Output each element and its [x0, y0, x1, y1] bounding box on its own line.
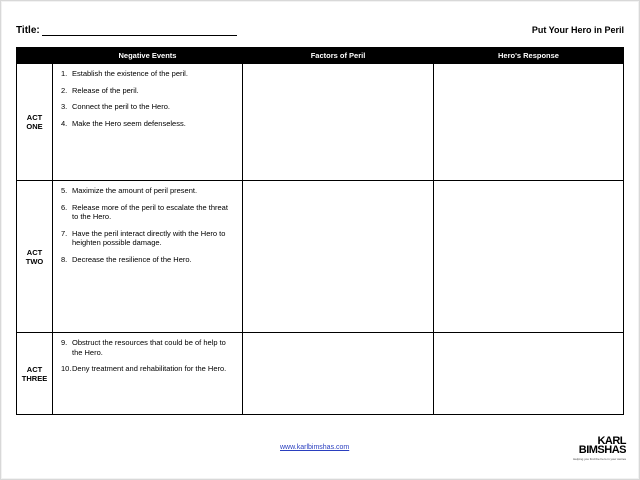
act-label-cell	[17, 333, 53, 415]
act-label-line2: THREE	[21, 373, 48, 383]
event-number: 9.	[61, 338, 68, 347]
event-number: 5.	[61, 186, 68, 195]
event-text: Connect the peril to the Hero.	[72, 102, 170, 111]
act-label-line2: ONE	[26, 122, 43, 131]
list-item	[61, 338, 232, 357]
column-header-factors-of-peril: Factors of Peril	[243, 48, 434, 64]
list-item	[61, 203, 232, 222]
event-number: 6.	[61, 202, 68, 212]
peril-worksheet-table	[16, 47, 624, 415]
table-row-act-three	[17, 333, 624, 415]
document-title: Put Your Hero in Peril	[531, 25, 624, 35]
factors-of-peril-cell[interactable]	[243, 181, 434, 333]
list-item	[61, 119, 232, 129]
website-link[interactable]: www.karlbimshas.com	[280, 444, 350, 451]
negative-events-cell	[53, 181, 243, 333]
event-number: 10.	[61, 364, 72, 373]
list-item	[61, 69, 232, 79]
heros-response-cell[interactable]	[434, 333, 624, 415]
title-label: Title:	[16, 25, 40, 36]
list-item	[61, 86, 232, 96]
heros-response-cell[interactable]	[434, 181, 624, 333]
event-text: Establish the existence of the peril.	[72, 69, 188, 78]
karl-bimshas-logo	[570, 436, 626, 466]
logo-line1: KARL	[597, 435, 626, 447]
list-item	[61, 102, 232, 112]
logo-line2: BIMSHAS	[578, 444, 626, 456]
factors-of-peril-cell[interactable]	[243, 333, 434, 415]
event-text: Make the Hero seem defenseless.	[72, 118, 186, 128]
event-text: Release of the peril.	[72, 85, 139, 95]
event-text: Decrease the resilience of the Hero.	[72, 254, 192, 264]
negative-events-cell	[53, 64, 243, 181]
event-number: 4.	[61, 118, 68, 128]
event-text: Release more of the peril to escalate the threat to the Hero.	[72, 202, 228, 221]
act-label-line1: ACT	[26, 247, 43, 257]
list-item	[61, 255, 232, 265]
event-text: Obstruct the resources that could be of help to the Hero.	[72, 338, 226, 357]
act-label-line1: ACT	[26, 113, 43, 122]
event-number: 1.	[61, 69, 68, 78]
act-label-cell	[17, 181, 53, 333]
act-label-cell	[17, 64, 53, 181]
list-item	[61, 186, 232, 196]
factors-of-peril-cell[interactable]	[243, 64, 434, 181]
logo-tagline: Helping you find the hero in your stories	[573, 457, 626, 461]
event-number: 2.	[61, 85, 68, 95]
list-item	[61, 229, 232, 248]
table-row-act-one	[17, 64, 624, 181]
heros-response-cell[interactable]	[434, 64, 624, 181]
event-text: Deny treatment and rehabilitation for the Hero.	[72, 364, 227, 373]
act-label-line2: TWO	[25, 256, 44, 266]
table-row-act-two	[17, 181, 624, 333]
act-label-line1: ACT	[26, 364, 43, 374]
column-header-heros-response: Hero's Response	[434, 48, 624, 64]
table-header-row	[17, 48, 624, 64]
event-text: Have the peril interact directly with the Hero to heighten possible damage.	[72, 228, 226, 247]
column-header-negative-events: Negative Events	[53, 48, 243, 64]
event-number: 7.	[61, 228, 68, 238]
title-input-line[interactable]	[42, 35, 237, 36]
column-header-act	[17, 48, 53, 64]
event-number: 8.	[61, 254, 68, 264]
event-text: Maximize the amount of peril present.	[72, 186, 198, 195]
negative-events-cell	[53, 333, 243, 415]
list-item	[61, 364, 232, 374]
event-number: 3.	[61, 102, 68, 111]
